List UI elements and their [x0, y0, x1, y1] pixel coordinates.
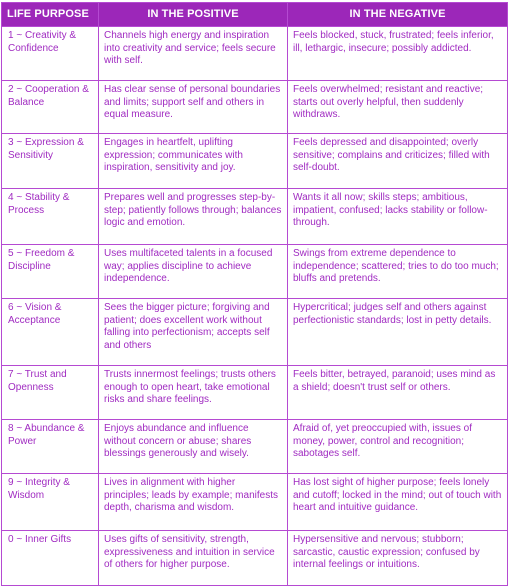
life-purpose-cell: 9 ~ Integrity & Wisdom: [2, 474, 99, 531]
life-purpose-table: [1, 2, 508, 586]
negative-cell: Wants it all now; skills steps; ambitious, impatient, confused; lacks stability or follow-through.: [288, 189, 508, 245]
positive-cell: Enjoys abundance and influence without concern or abuse; shares blessings generously and wisely.: [99, 420, 288, 474]
negative-cell: Hypercritical; judges self and others against perfectionistic standards; lost in petty details.: [288, 299, 508, 366]
life-purpose-cell: 0 ~ Inner Gifts: [2, 531, 99, 586]
table-row: [2, 299, 508, 366]
positive-cell: Prepares well and progresses step-by-step; patiently follows through; balances logic and emotion.: [99, 189, 288, 245]
table-row: [2, 27, 508, 81]
positive-cell: Lives in alignment with higher principles; leads by example; manifests depth, charisma and wisdom.: [99, 474, 288, 531]
header-row: [2, 3, 508, 27]
positive-cell: Trusts innermost feelings; trusts others enough to open heart, take emotional risks and share feelings.: [99, 366, 288, 420]
positive-cell: Has clear sense of personal boundaries and limits; support self and others in equal measure.: [99, 81, 288, 134]
life-purpose-cell: 4 ~ Stability & Process: [2, 189, 99, 245]
positive-cell: Uses gifts of sensitivity, strength, expressiveness and intuition in service of others for higher purpose.: [99, 531, 288, 586]
life-purpose-cell: 1 ~ Creativity & Confidence: [2, 27, 99, 81]
negative-cell: Has lost sight of higher purpose; feels lonely and cutoff; locked in the mind; out of touch with heart and intuitive guidance.: [288, 474, 508, 531]
positive-cell: Sees the bigger picture; forgiving and patient; does excellent work without falling into perfectionism; accepts self and others: [99, 299, 288, 366]
negative-cell: Feels bitter, betrayed, paranoid; uses mind as a shield; doesn't trust self or others.: [288, 366, 508, 420]
table-row: [2, 474, 508, 531]
life-purpose-cell: 7 ~ Trust and Openness: [2, 366, 99, 420]
life-purpose-cell: 5 ~ Freedom & Discipline: [2, 245, 99, 299]
column-header-positive: IN THE POSITIVE: [99, 3, 288, 27]
life-purpose-table-container: [1, 2, 507, 578]
negative-cell: Feels depressed and disappointed; overly sensitive; complains and criticizes; filled with self-doubt.: [288, 134, 508, 189]
life-purpose-cell: 6 ~ Vision & Acceptance: [2, 299, 99, 366]
positive-cell: Engages in heartfelt, uplifting expression; communicates with inspiration, sensitivity and joy.: [99, 134, 288, 189]
negative-cell: Feels blocked, stuck, frustrated; feels inferior, ill, lethargic, insecure; possibly addicted.: [288, 27, 508, 81]
table-row: [2, 420, 508, 474]
positive-cell: Uses multifaceted talents in a focused way; applies discipline to achieve independence.: [99, 245, 288, 299]
positive-cell: Channels high energy and inspiration into creativity and service; feels secure with self.: [99, 27, 288, 81]
table-row: [2, 366, 508, 420]
life-purpose-cell: 3 ~ Expression & Sensitivity: [2, 134, 99, 189]
table-row: [2, 245, 508, 299]
table-row: [2, 134, 508, 189]
negative-cell: Swings from extreme dependence to independence; scattered; tries to do too much; bluffs and pretends.: [288, 245, 508, 299]
life-purpose-cell: 2 ~ Cooperation & Balance: [2, 81, 99, 134]
column-header-negative: IN THE NEGATIVE: [288, 3, 508, 27]
column-header-life-purpose: LIFE PURPOSE: [2, 3, 99, 27]
table-row: [2, 189, 508, 245]
negative-cell: Feels overwhelmed; resistant and reactive; starts out overly helpful, then suddenly withdraws.: [288, 81, 508, 134]
table-row: [2, 531, 508, 586]
negative-cell: Afraid of, yet preoccupied with, issues of money, power, control and recognition; sabotages self.: [288, 420, 508, 474]
life-purpose-cell: 8 ~ Abundance & Power: [2, 420, 99, 474]
negative-cell: Hypersensitive and nervous; stubborn; sarcastic, caustic expression; confused by internal feelings or intuitions.: [288, 531, 508, 586]
table-row: [2, 81, 508, 134]
